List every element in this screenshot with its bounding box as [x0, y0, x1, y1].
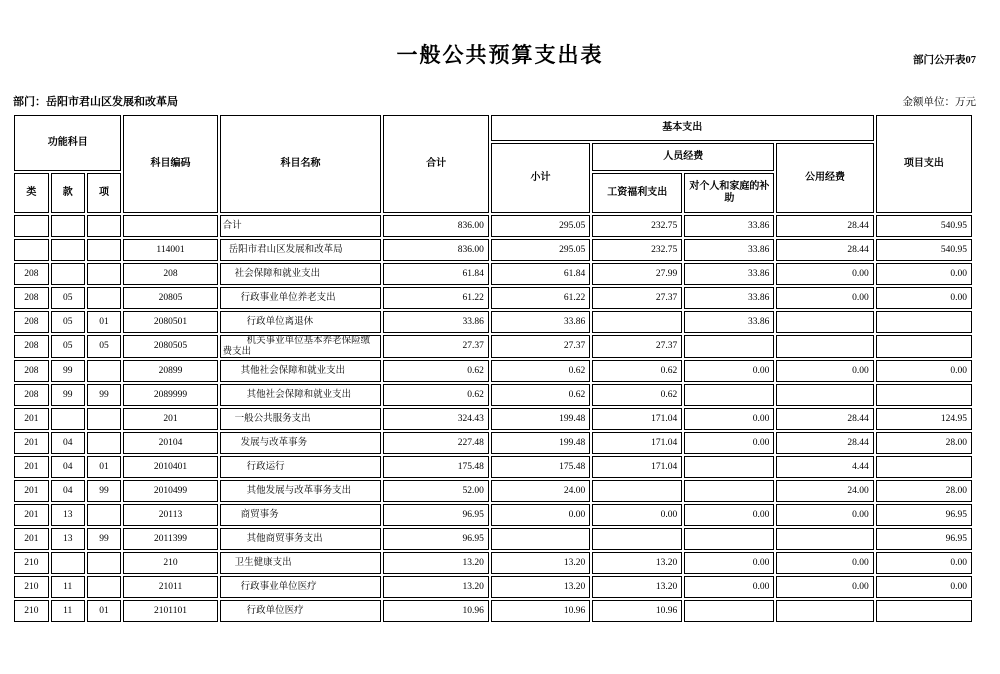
cell-family: 33.86: [684, 311, 774, 333]
cell-total: 52.00: [383, 480, 488, 502]
table-row: [14, 311, 972, 333]
cell-section: 05: [51, 311, 85, 333]
cell-category: 208: [14, 287, 49, 309]
cell-subtotal: 27.37: [491, 335, 590, 358]
cell-category: 210: [14, 600, 49, 622]
cell-item: 01: [87, 456, 122, 478]
cell-family: [684, 600, 774, 622]
cell-section: 05: [51, 335, 85, 358]
cell-project: 28.00: [876, 432, 972, 454]
cell-family: [684, 335, 774, 358]
header-total: 合计: [383, 115, 488, 213]
cell-subtotal: 61.84: [491, 263, 590, 285]
cell-item: [87, 239, 122, 261]
cell-item: [87, 552, 122, 574]
cell-wage: 232.75: [592, 239, 682, 261]
cell-project: 0.00: [876, 263, 972, 285]
cell-item: [87, 215, 122, 237]
cell-name: 卫生健康支出: [220, 552, 382, 574]
cell-total: 836.00: [383, 239, 488, 261]
cell-family: [684, 456, 774, 478]
cell-subtotal: 10.96: [491, 600, 590, 622]
cell-subtotal: 295.05: [491, 215, 590, 237]
header-public-funds: 公用经费: [776, 143, 873, 213]
cell-total: 61.22: [383, 287, 488, 309]
cell-family: [684, 528, 774, 550]
table-row: [14, 335, 972, 358]
cell-public: 28.44: [776, 215, 873, 237]
cell-family: 0.00: [684, 576, 774, 598]
header-family-subsidy: 对个人和家庭的补助: [684, 173, 774, 213]
cell-total: 61.84: [383, 263, 488, 285]
cell-category: 208: [14, 384, 49, 406]
cell-category: 201: [14, 480, 49, 502]
cell-total: 13.20: [383, 576, 488, 598]
cell-project: 0.00: [876, 287, 972, 309]
cell-section: [51, 239, 85, 261]
cell-subtotal: 13.20: [491, 576, 590, 598]
cell-category: 201: [14, 504, 49, 526]
budget-table: [12, 113, 974, 624]
cell-wage: 0.62: [592, 360, 682, 382]
cell-name: 行政单位离退休: [220, 311, 382, 333]
cell-public: 28.44: [776, 239, 873, 261]
cell-total: 227.48: [383, 432, 488, 454]
cell-wage: [592, 528, 682, 550]
cell-total: 0.62: [383, 384, 488, 406]
cell-public: 28.44: [776, 408, 873, 430]
cell-project: 28.00: [876, 480, 972, 502]
cell-name: 合计: [220, 215, 382, 237]
cell-wage: [592, 311, 682, 333]
cell-item: 01: [87, 600, 122, 622]
cell-project: [876, 311, 972, 333]
cell-subtotal: 0.00: [491, 504, 590, 526]
cell-public: [776, 311, 873, 333]
cell-code: 2080501: [123, 311, 217, 333]
table-row: [14, 576, 972, 598]
cell-item: [87, 576, 122, 598]
header-personnel: 人员经费: [592, 143, 774, 171]
cell-subtotal: 33.86: [491, 311, 590, 333]
cell-section: [51, 552, 85, 574]
cell-public: [776, 335, 873, 358]
cell-project: [876, 335, 972, 358]
cell-category: 208: [14, 263, 49, 285]
cell-project: 0.00: [876, 576, 972, 598]
cell-project: 96.95: [876, 504, 972, 526]
cell-wage: 27.37: [592, 335, 682, 358]
cell-public: 0.00: [776, 504, 873, 526]
cell-family: 33.86: [684, 239, 774, 261]
cell-total: 836.00: [383, 215, 488, 237]
cell-project: [876, 600, 972, 622]
cell-name: 商贸事务: [220, 504, 382, 526]
header-name: 科目名称: [220, 115, 382, 213]
cell-section: 13: [51, 504, 85, 526]
table-row: [14, 360, 972, 382]
table-row: [14, 432, 972, 454]
cell-subtotal: 295.05: [491, 239, 590, 261]
cell-name: 其他社会保障和就业支出: [220, 360, 382, 382]
cell-public: [776, 600, 873, 622]
table-row: [14, 239, 972, 261]
cell-subtotal: 0.62: [491, 360, 590, 382]
cell-public: [776, 384, 873, 406]
cell-code: 201: [123, 408, 217, 430]
cell-family: 33.86: [684, 215, 774, 237]
table-row: [14, 552, 972, 574]
cell-project: 540.95: [876, 239, 972, 261]
cell-code: 2089999: [123, 384, 217, 406]
cell-public: 0.00: [776, 360, 873, 382]
cell-category: 208: [14, 335, 49, 358]
header-project-expenditure: 项目支出: [876, 115, 972, 213]
page-title: 一般公共预算支出表: [396, 44, 604, 67]
cell-subtotal: [491, 528, 590, 550]
cell-code: 2101101: [123, 600, 217, 622]
cell-name: 社会保障和就业支出: [220, 263, 382, 285]
cell-category: 210: [14, 576, 49, 598]
cell-name: 行政事业单位养老支出: [220, 287, 382, 309]
cell-total: 175.48: [383, 456, 488, 478]
cell-wage: 13.20: [592, 576, 682, 598]
cell-name: 其他发展与改革事务支出: [220, 480, 382, 502]
cell-public: 0.00: [776, 576, 873, 598]
cell-section: 99: [51, 360, 85, 382]
cell-name: 其他社会保障和就业支出: [220, 384, 382, 406]
cell-project: [876, 456, 972, 478]
cell-item: 05: [87, 335, 122, 358]
cell-code: 20104: [123, 432, 217, 454]
cell-project: 0.00: [876, 360, 972, 382]
cell-public: 4.44: [776, 456, 873, 478]
header-code: 科目编码: [123, 115, 217, 213]
cell-item: 99: [87, 480, 122, 502]
cell-project: 0.00: [876, 552, 972, 574]
cell-name: 一般公共服务支出: [220, 408, 382, 430]
header-category: 类: [14, 173, 49, 213]
header-func-subject: 功能科目: [14, 115, 121, 171]
cell-section: [51, 215, 85, 237]
table-row: [14, 456, 972, 478]
cell-project: 96.95: [876, 528, 972, 550]
cell-public: 0.00: [776, 263, 873, 285]
cell-section: 04: [51, 456, 85, 478]
cell-item: [87, 287, 122, 309]
cell-code: 2080505: [123, 335, 217, 358]
cell-public: 24.00: [776, 480, 873, 502]
cell-category: 201: [14, 456, 49, 478]
cell-wage: 232.75: [592, 215, 682, 237]
cell-code: 208: [123, 263, 217, 285]
table-row: [14, 408, 972, 430]
department-label: 部门：岳阳市君山区发展和改革局: [13, 96, 178, 108]
cell-code: 2010499: [123, 480, 217, 502]
cell-public: 0.00: [776, 552, 873, 574]
cell-code: 21011: [123, 576, 217, 598]
cell-family: 0.00: [684, 432, 774, 454]
cell-family: 0.00: [684, 408, 774, 430]
table-row: [14, 215, 972, 237]
cell-name: 其他商贸事务支出: [220, 528, 382, 550]
unit-label: 金额单位：万元: [902, 97, 976, 108]
cell-project: 540.95: [876, 215, 972, 237]
table-row: [14, 600, 972, 622]
cell-section: 05: [51, 287, 85, 309]
cell-name: 行政运行: [220, 456, 382, 478]
cell-subtotal: 13.20: [491, 552, 590, 574]
cell-wage: 171.04: [592, 456, 682, 478]
cell-total: 13.20: [383, 552, 488, 574]
cell-item: 99: [87, 384, 122, 406]
cell-family: 33.86: [684, 263, 774, 285]
cell-item: [87, 432, 122, 454]
cell-wage: 171.04: [592, 408, 682, 430]
cell-total: 27.37: [383, 335, 488, 358]
cell-name: 行政单位医疗: [220, 600, 382, 622]
cell-category: 201: [14, 408, 49, 430]
cell-item: [87, 504, 122, 526]
cell-name: 行政事业单位医疗: [220, 576, 382, 598]
cell-name: 机关事业单位基本养老保险缴费支出: [220, 335, 382, 358]
cell-wage: [592, 480, 682, 502]
header-item: 项: [87, 173, 122, 213]
cell-total: 10.96: [383, 600, 488, 622]
cell-item: [87, 408, 122, 430]
cell-code: 20899: [123, 360, 217, 382]
cell-code: 20805: [123, 287, 217, 309]
cell-item: 01: [87, 311, 122, 333]
table-body: [14, 215, 972, 622]
cell-family: 0.00: [684, 360, 774, 382]
cell-section: 11: [51, 600, 85, 622]
cell-section: 04: [51, 480, 85, 502]
cell-category: [14, 239, 49, 261]
cell-code: 210: [123, 552, 217, 574]
cell-family: [684, 384, 774, 406]
cell-subtotal: 175.48: [491, 456, 590, 478]
cell-section: 04: [51, 432, 85, 454]
cell-wage: 27.99: [592, 263, 682, 285]
header-basic-expenditure: 基本支出: [491, 115, 874, 141]
cell-category: 208: [14, 311, 49, 333]
cell-item: 99: [87, 528, 122, 550]
cell-total: 324.43: [383, 408, 488, 430]
header-section: 款: [51, 173, 85, 213]
cell-item: [87, 360, 122, 382]
cell-subtotal: 199.48: [491, 408, 590, 430]
table-row: [14, 287, 972, 309]
cell-section: [51, 263, 85, 285]
cell-family: 0.00: [684, 552, 774, 574]
cell-total: 0.62: [383, 360, 488, 382]
cell-name: 发展与改革事务: [220, 432, 382, 454]
header-wage: 工资福利支出: [592, 173, 682, 213]
cell-section: 99: [51, 384, 85, 406]
meta-row: [13, 93, 976, 109]
cell-public: 28.44: [776, 432, 873, 454]
table-row: [14, 384, 972, 406]
cell-subtotal: 61.22: [491, 287, 590, 309]
cell-total: 33.86: [383, 311, 488, 333]
cell-category: 208: [14, 360, 49, 382]
cell-code: 2011399: [123, 528, 217, 550]
cell-wage: 27.37: [592, 287, 682, 309]
cell-category: [14, 215, 49, 237]
table-row: [14, 263, 972, 285]
cell-code: 114001: [123, 239, 217, 261]
cell-category: 210: [14, 552, 49, 574]
cell-subtotal: 0.62: [491, 384, 590, 406]
cell-family: 0.00: [684, 504, 774, 526]
cell-section: 11: [51, 576, 85, 598]
cell-total: 96.95: [383, 504, 488, 526]
cell-code: 2010401: [123, 456, 217, 478]
table-row: [14, 528, 972, 550]
cell-item: [87, 263, 122, 285]
cell-section: 13: [51, 528, 85, 550]
cell-wage: 10.96: [592, 600, 682, 622]
cell-wage: 171.04: [592, 432, 682, 454]
cell-total: 96.95: [383, 528, 488, 550]
cell-project: [876, 384, 972, 406]
cell-project: 124.95: [876, 408, 972, 430]
form-code-label: 部门公开表07: [913, 55, 976, 66]
cell-name: 岳阳市君山区发展和改革局: [220, 239, 382, 261]
table-row: [14, 480, 972, 502]
cell-public: [776, 528, 873, 550]
cell-section: [51, 408, 85, 430]
cell-subtotal: 24.00: [491, 480, 590, 502]
cell-family: [684, 480, 774, 502]
cell-wage: 0.62: [592, 384, 682, 406]
cell-code: 20113: [123, 504, 217, 526]
cell-wage: 13.20: [592, 552, 682, 574]
cell-category: 201: [14, 528, 49, 550]
header-subtotal: 小计: [491, 143, 590, 213]
table-row: [14, 504, 972, 526]
cell-category: 201: [14, 432, 49, 454]
cell-public: 0.00: [776, 287, 873, 309]
cell-wage: 0.00: [592, 504, 682, 526]
cell-subtotal: 199.48: [491, 432, 590, 454]
cell-family: 33.86: [684, 287, 774, 309]
cell-code: [123, 215, 217, 237]
